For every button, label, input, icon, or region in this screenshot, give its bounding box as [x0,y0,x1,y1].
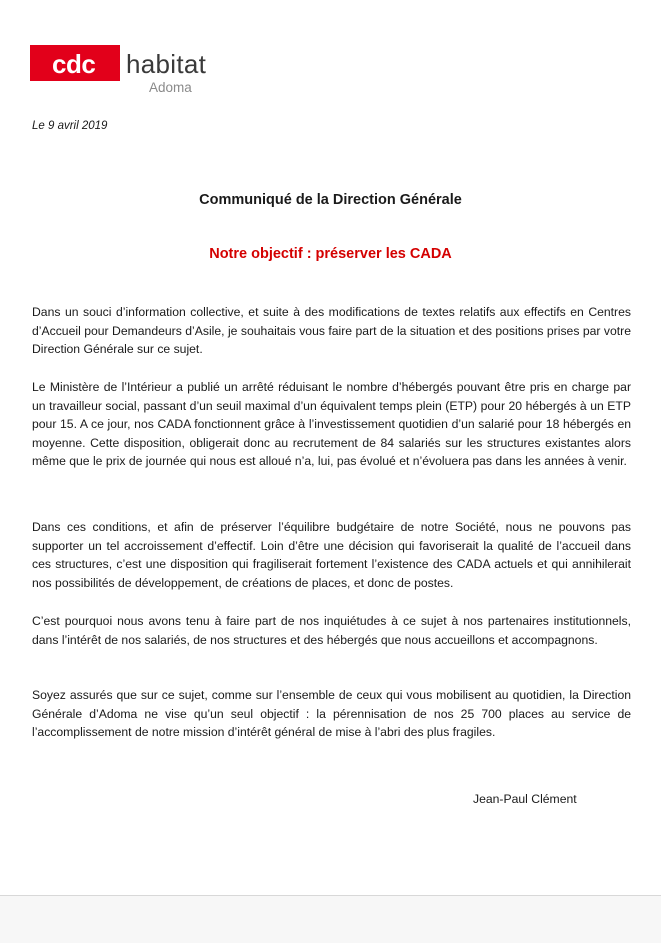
logo-adoma-text: Adoma [149,80,192,95]
logo-habitat-text: habitat [126,49,207,79]
page-bottom-area [0,895,661,943]
paragraph-conditions: Dans ces conditions, et afin de préserver l’équilibre budgétaire de notre Société, nous ne pouvons pas supporter un tel accroissement d’effectif. Loin d’être une décision qui favoriserait la qualité de l’accueil dans ces structures, c’est une disposition qui fragiliserait fortement l’existence des CADA actuels et qui annihilerait nos possibilités de développement, de créations de places, et donc de postes. [32,520,631,590]
signature: Jean-Paul Clément [473,792,577,806]
company-logo [30,45,230,101]
logo-cdc-text: cdc [52,49,96,79]
paragraph-partners: C’est pourquoi nous avons tenu à faire part de nos inquiétudes à ce sujet à nos partenaires institutionnels, dans l’intérêt de nos salariés, de nos structures et des hébergés que nous accueillons et accompagnons. [32,614,631,647]
document-title: Communiqué de la Direction Générale [199,192,462,208]
paragraph-ministry: Le Ministère de l’Intérieur a publié un arrêté réduisant le nombre d’hébergés pouvant être pris en charge par un travailleur social, passant d’un seuil maximal d’un équivalent temps plein (ETP) pour 20 hébergés à un ETP pour 15. A ce jour, nos CADA fonctionnent grâce à l’investissement quotidien d’un salarié pour 18 hébergés en moyenne. Cette disposition, obligerait donc au recrutement de 84 salariés sur les structures existantes alors même que le prix de journée qui nous est alloué n’a, lui, pas évolué et n’évoluera pas dans les années à venir. [32,380,631,468]
paragraph-objective: Soyez assurés que sur ce sujet, comme sur l’ensemble de ceux qui vous mobilisent au quotidien, la Direction Générale d’Adoma ne vise qu’un seul objectif : la pérennisation de nos 25 700 places au service de l’accomplissement de notre mission d’intérêt général de mise à l’abri des plus fragiles. [32,688,631,739]
paragraph-intro: Dans un souci d’information collective, et suite à des modifications de textes relatifs aux effectifs en Centres d’Accueil pour Demandeurs d’Asile, je souhaitais vous faire part de la situation et des positions prises par votre Direction Générale sur ce sujet. [32,305,631,356]
document-date: Le 9 avril 2019 [32,120,108,132]
document-subtitle: Notre objectif : préserver les CADA [209,246,452,262]
